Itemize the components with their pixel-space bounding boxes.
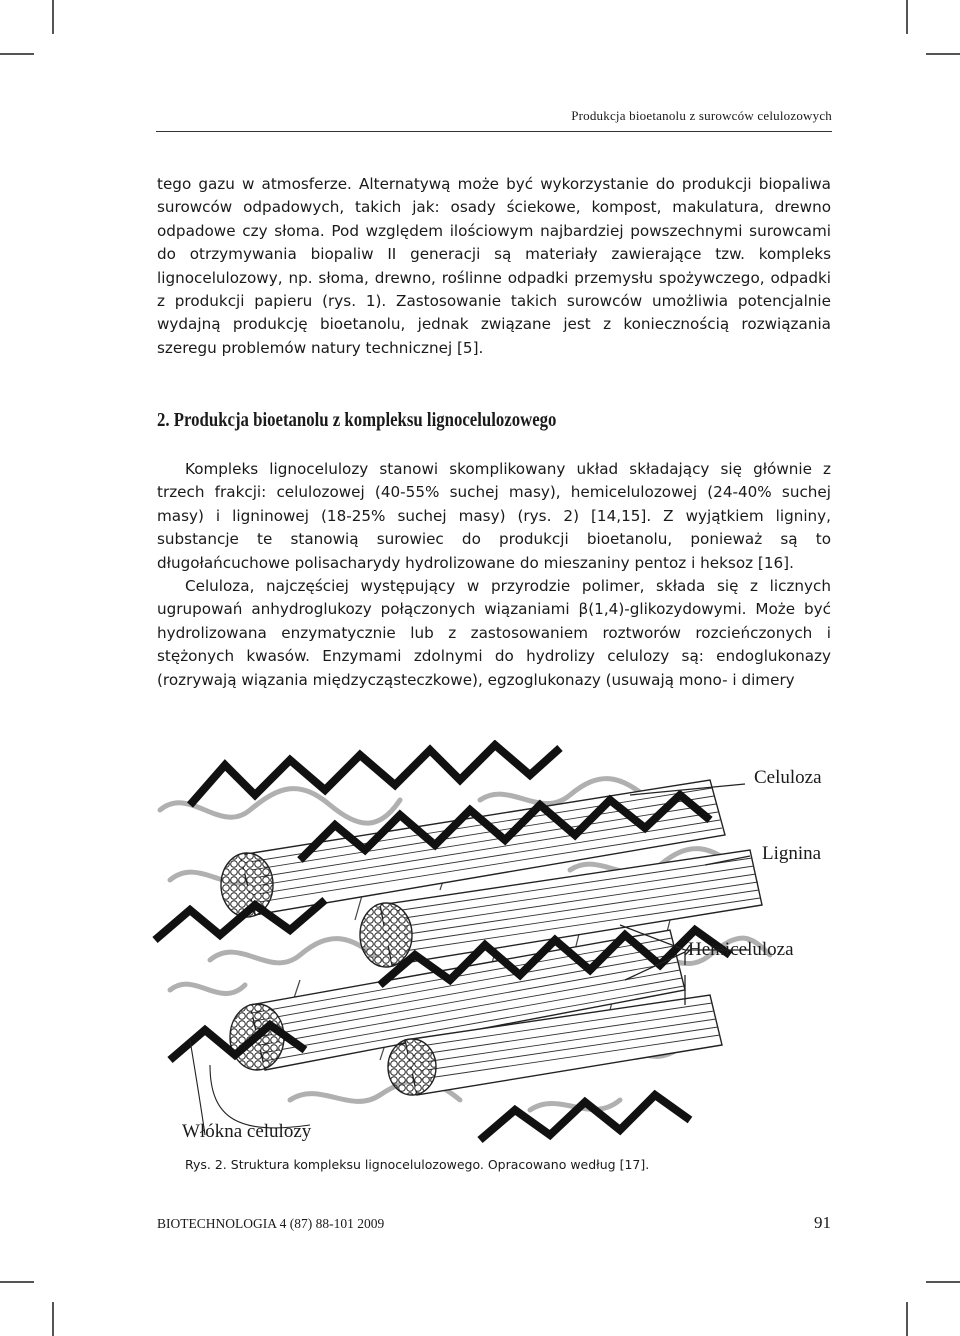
crop-mark (52, 1302, 54, 1336)
paragraph-cellulose: Celuloza, najczęściej występujący w przyrodzie polimer, składa się z licznych ugrupowań anhydroglukozy połączonych wiązaniami β(1,4)-glikozydowymi. Może być hydrolizowana enzymatycznie lub z zastosowaniem roztworów rozcieńczonych i stężonych kwasów. Enzymami zdolnymi do hydrolizy celulozy są: endoglukonazy (rozrywają wiązania międzycząsteczkowe), egzoglukonazy (usuwają mono- i dimery (157, 577, 831, 689)
figure-caption: Rys. 2. Struktura kompleksu lignocelulozowego. Opracowano według [17]. (185, 1157, 650, 1172)
paragraph-intro (157, 173, 831, 360)
figure-label-wlokna-celulozy: Włókna celulozy (182, 1121, 312, 1142)
figure-label-lignina: Lignina (762, 843, 822, 864)
crop-mark (906, 1302, 908, 1336)
running-head: Produkcja bioetanolu z surowców celulozowych (571, 108, 832, 123)
figure-label-hemiceluloza: Hemiceluloza (688, 939, 794, 960)
crop-mark (52, 0, 54, 34)
crop-mark (0, 53, 34, 55)
lignocellulose-structure-figure (150, 740, 840, 1150)
header-rule (156, 131, 832, 132)
crop-mark (926, 1281, 960, 1283)
figure-label-celuloza: Celuloza (754, 767, 822, 788)
crop-mark (0, 1281, 34, 1283)
section-body (157, 458, 831, 692)
paragraph-lignocellulose: Kompleks lignocelulozy stanowi skomplikowany układ składający się głównie z trzech frakcji: celulozowej (40-55% suchej masy), hemicelulozowej (24-40% suchej masy) i ligninowej (18-25% suchej masy) (rys. 2) [14,15]. Z wyjątkiem ligniny, substancje te stanowią surowiec do produkcji bioetanolu, ponieważ są to długołańcuchowe polisacharydy hydrolizowane do mieszaniny pentoz i heksoz [16]. (157, 460, 831, 572)
crop-mark (926, 53, 960, 55)
section-title: 2. Produkcja bioetanolu z kompleksu lignocelulozowego (157, 410, 557, 431)
footer-journal: BIOTECHNOLOGIA 4 (87) 88-101 2009 (157, 1216, 385, 1231)
crop-mark (906, 0, 908, 34)
paragraph-text: tego gazu w atmosferze. Alternatywą może być wykorzystanie do produkcji biopaliwa surowców odpadowych, takich jak: osady ściekowe, kompost, makulatura, drewno odpadowe czy słoma. Pod względem ilościowym najbardziej powszechnymi surowcami do otrzymywania biopaliw II generacji są materiały zawierające tzw. kompleks lignocelulozowy, np. słoma, drewno, roślinne odpadki przemysłu spożywczego, odpadki z produkcji papieru (rys. 1). Zastosowanie takich surowców umożliwia potencjalnie wydajną produkcję bioetanolu, jednak związane jest z koniecznością rozwiązania szeregu problemów natury technicznej [5]. (157, 175, 831, 357)
page-number: 91 (814, 1213, 831, 1232)
